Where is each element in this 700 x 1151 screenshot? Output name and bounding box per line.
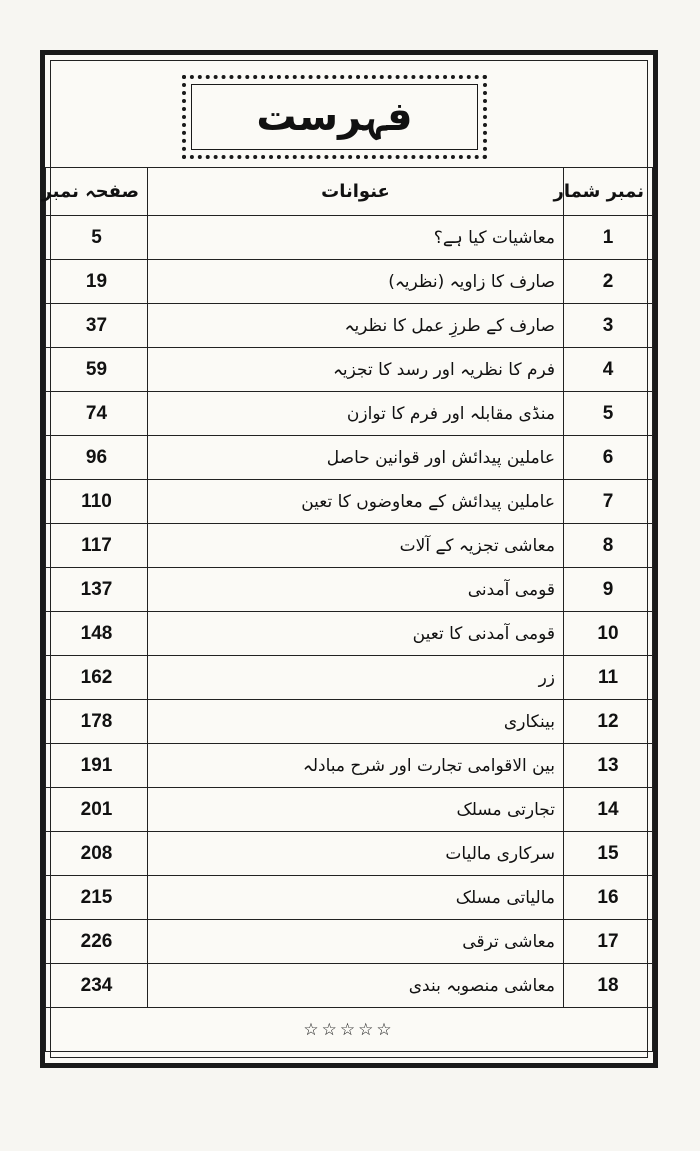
- chapter-title: عاملین پیدائش اور قوانین حاصل: [148, 436, 564, 480]
- table-row: [46, 920, 653, 964]
- page-number: 201: [46, 788, 148, 832]
- chapter-number: 12: [564, 700, 653, 744]
- chapter-title: زر: [148, 656, 564, 700]
- page-number: 148: [46, 612, 148, 656]
- table-row: [46, 964, 653, 1008]
- chapter-number: 14: [564, 788, 653, 832]
- page-number: 208: [46, 832, 148, 876]
- contents-body: [46, 216, 653, 1008]
- table-row: [46, 876, 653, 920]
- chapter-number: 3: [564, 304, 653, 348]
- table-row: [46, 304, 653, 348]
- serial-column-header: نمبر شمار: [564, 168, 653, 216]
- chapter-number: 13: [564, 744, 653, 788]
- chapter-number: 7: [564, 480, 653, 524]
- chapter-title: قومی آمدنی کا تعین: [148, 612, 564, 656]
- chapter-number: 6: [564, 436, 653, 480]
- title-box: [182, 75, 487, 159]
- chapter-number: 1: [564, 216, 653, 260]
- chapter-title: صارف کا زاویہ (نظریہ): [148, 260, 564, 304]
- page-number: 110: [46, 480, 148, 524]
- chapter-number: 4: [564, 348, 653, 392]
- page-number: 178: [46, 700, 148, 744]
- chapter-title: عاملین پیدائش کے معاوضوں کا تعین: [148, 480, 564, 524]
- chapter-number: 10: [564, 612, 653, 656]
- chapter-title: فرم کا نظریہ اور رسد کا تجزیہ: [148, 348, 564, 392]
- page-column-header: صفحہ نمبر: [46, 168, 148, 216]
- chapter-number: 17: [564, 920, 653, 964]
- chapter-title: سرکاری مالیات: [148, 832, 564, 876]
- chapter-title: مالیاتی مسلک: [148, 876, 564, 920]
- table-row: [46, 568, 653, 612]
- table-row: [46, 700, 653, 744]
- page-number: 226: [46, 920, 148, 964]
- chapter-title: معاشی تجزیہ کے آلات: [148, 524, 564, 568]
- page-number: 74: [46, 392, 148, 436]
- table-row: [46, 612, 653, 656]
- table-row: [46, 788, 653, 832]
- footer-row: [46, 1008, 653, 1052]
- table-row: [46, 744, 653, 788]
- page-frame: [40, 50, 658, 1068]
- chapter-title: معاشی ترقی: [148, 920, 564, 964]
- table-row: [46, 480, 653, 524]
- table-row: [46, 260, 653, 304]
- chapter-title: بین الاقوامی تجارت اور شرح مبادلہ: [148, 744, 564, 788]
- page-number: 59: [46, 348, 148, 392]
- page-number: 191: [46, 744, 148, 788]
- page-number: 117: [46, 524, 148, 568]
- page-number: 234: [46, 964, 148, 1008]
- table-row: [46, 348, 653, 392]
- page-number: 137: [46, 568, 148, 612]
- chapter-number: 8: [564, 524, 653, 568]
- header-row: [46, 168, 653, 216]
- page-number: 37: [46, 304, 148, 348]
- table-row: [46, 216, 653, 260]
- table-row: [46, 656, 653, 700]
- chapter-title: معاشی منصوبہ بندی: [148, 964, 564, 1008]
- footer-ornament: ☆☆☆☆☆: [46, 1008, 653, 1052]
- chapter-title: معاشیات کیا ہے؟: [148, 216, 564, 260]
- title-column-header: عنوانات: [148, 168, 564, 216]
- table-row: [46, 524, 653, 568]
- chapter-title: صارف کے طرزِ عمل کا نظریہ: [148, 304, 564, 348]
- chapter-title: منڈی مقابلہ اور فرم کا توازن: [148, 392, 564, 436]
- page-title: فہرست: [256, 94, 413, 140]
- table-row: [46, 832, 653, 876]
- page-number: 5: [46, 216, 148, 260]
- chapter-number: 5: [564, 392, 653, 436]
- chapter-number: 18: [564, 964, 653, 1008]
- chapter-title: بینکاری: [148, 700, 564, 744]
- chapter-number: 11: [564, 656, 653, 700]
- chapter-title: تجارتی مسلک: [148, 788, 564, 832]
- chapter-number: 2: [564, 260, 653, 304]
- chapter-number: 9: [564, 568, 653, 612]
- chapter-title: قومی آمدنی: [148, 568, 564, 612]
- table-row: [46, 392, 653, 436]
- page-number: 215: [46, 876, 148, 920]
- page-number: 96: [46, 436, 148, 480]
- table-row: [46, 436, 653, 480]
- chapter-number: 15: [564, 832, 653, 876]
- page-number: 162: [46, 656, 148, 700]
- chapter-number: 16: [564, 876, 653, 920]
- contents-table: [41, 167, 653, 1052]
- page-number: 19: [46, 260, 148, 304]
